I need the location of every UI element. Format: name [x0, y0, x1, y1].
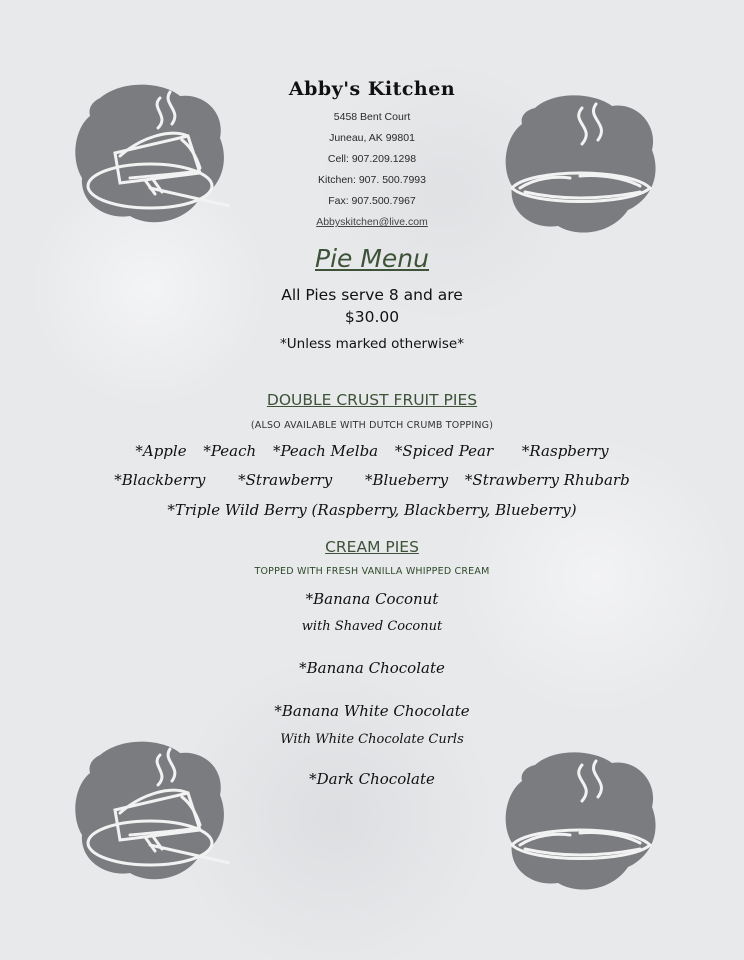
city-state-zip: Juneau, AK 99801: [329, 132, 415, 144]
menu-item: *Banana Chocolate: [299, 659, 445, 677]
menu-item: *Raspberry: [521, 442, 609, 460]
serve-info: All Pies serve 8 and are: [281, 286, 463, 304]
fruit-pies-section-title: DOUBLE CRUST FRUIT PIES: [266, 391, 478, 409]
street-address: 5458 Bent Court: [333, 111, 411, 123]
fax-number: Fax: 907.500.7967: [328, 195, 416, 207]
menu-item: *Peach: [203, 442, 257, 460]
fruit-pies-row-1: [0, 442, 744, 460]
menu-item: *Banana Coconut: [305, 590, 439, 608]
fruit-pies-note: (ALSO AVAILABLE WITH DUTCH CRUMB TOPPING): [250, 420, 494, 431]
kitchen-phone: Kitchen: 907. 500.7993: [317, 174, 426, 186]
fruit-pies-row-3: *Triple Wild Berry (Raspberry, Blackberry, Blueberry): [167, 501, 577, 519]
whole-pie-illustration-bottom-right: [500, 745, 660, 895]
email-link[interactable]: Abbyskitchen@live.com: [316, 216, 428, 228]
menu-item: *Spiced Pear: [394, 442, 494, 460]
menu-item-description: with Shaved Coconut: [301, 619, 443, 634]
menu-item: *Peach Melba: [272, 442, 379, 460]
business-name: Abby's Kitchen: [288, 78, 456, 100]
cream-pies-section-title: CREAM PIES: [325, 538, 419, 556]
menu-item: *Strawberry Rhubarb: [464, 471, 630, 489]
menu-item: *Banana White Chocolate: [274, 702, 470, 720]
menu-item: *Blackberry: [114, 471, 206, 489]
menu-item: *Strawberry: [238, 471, 333, 489]
menu-item-description: With White Chocolate Curls: [280, 732, 464, 747]
cream-pies-note: TOPPED WITH FRESH VANILLA WHIPPED CREAM: [254, 566, 490, 577]
fruit-pies-row-2: [0, 471, 744, 489]
menu-item: *Apple: [135, 442, 187, 460]
price: $30.00: [344, 308, 400, 326]
cell-phone: Cell: 907.209.1298: [327, 153, 417, 165]
price-exception-note: *Unless marked otherwise*: [280, 336, 464, 352]
menu-item: *Blueberry: [364, 471, 449, 489]
pie-slice-illustration-bottom-left: [70, 735, 230, 885]
menu-item: *Dark Chocolate: [309, 770, 435, 788]
menu-heading: Pie Menu: [315, 244, 429, 273]
